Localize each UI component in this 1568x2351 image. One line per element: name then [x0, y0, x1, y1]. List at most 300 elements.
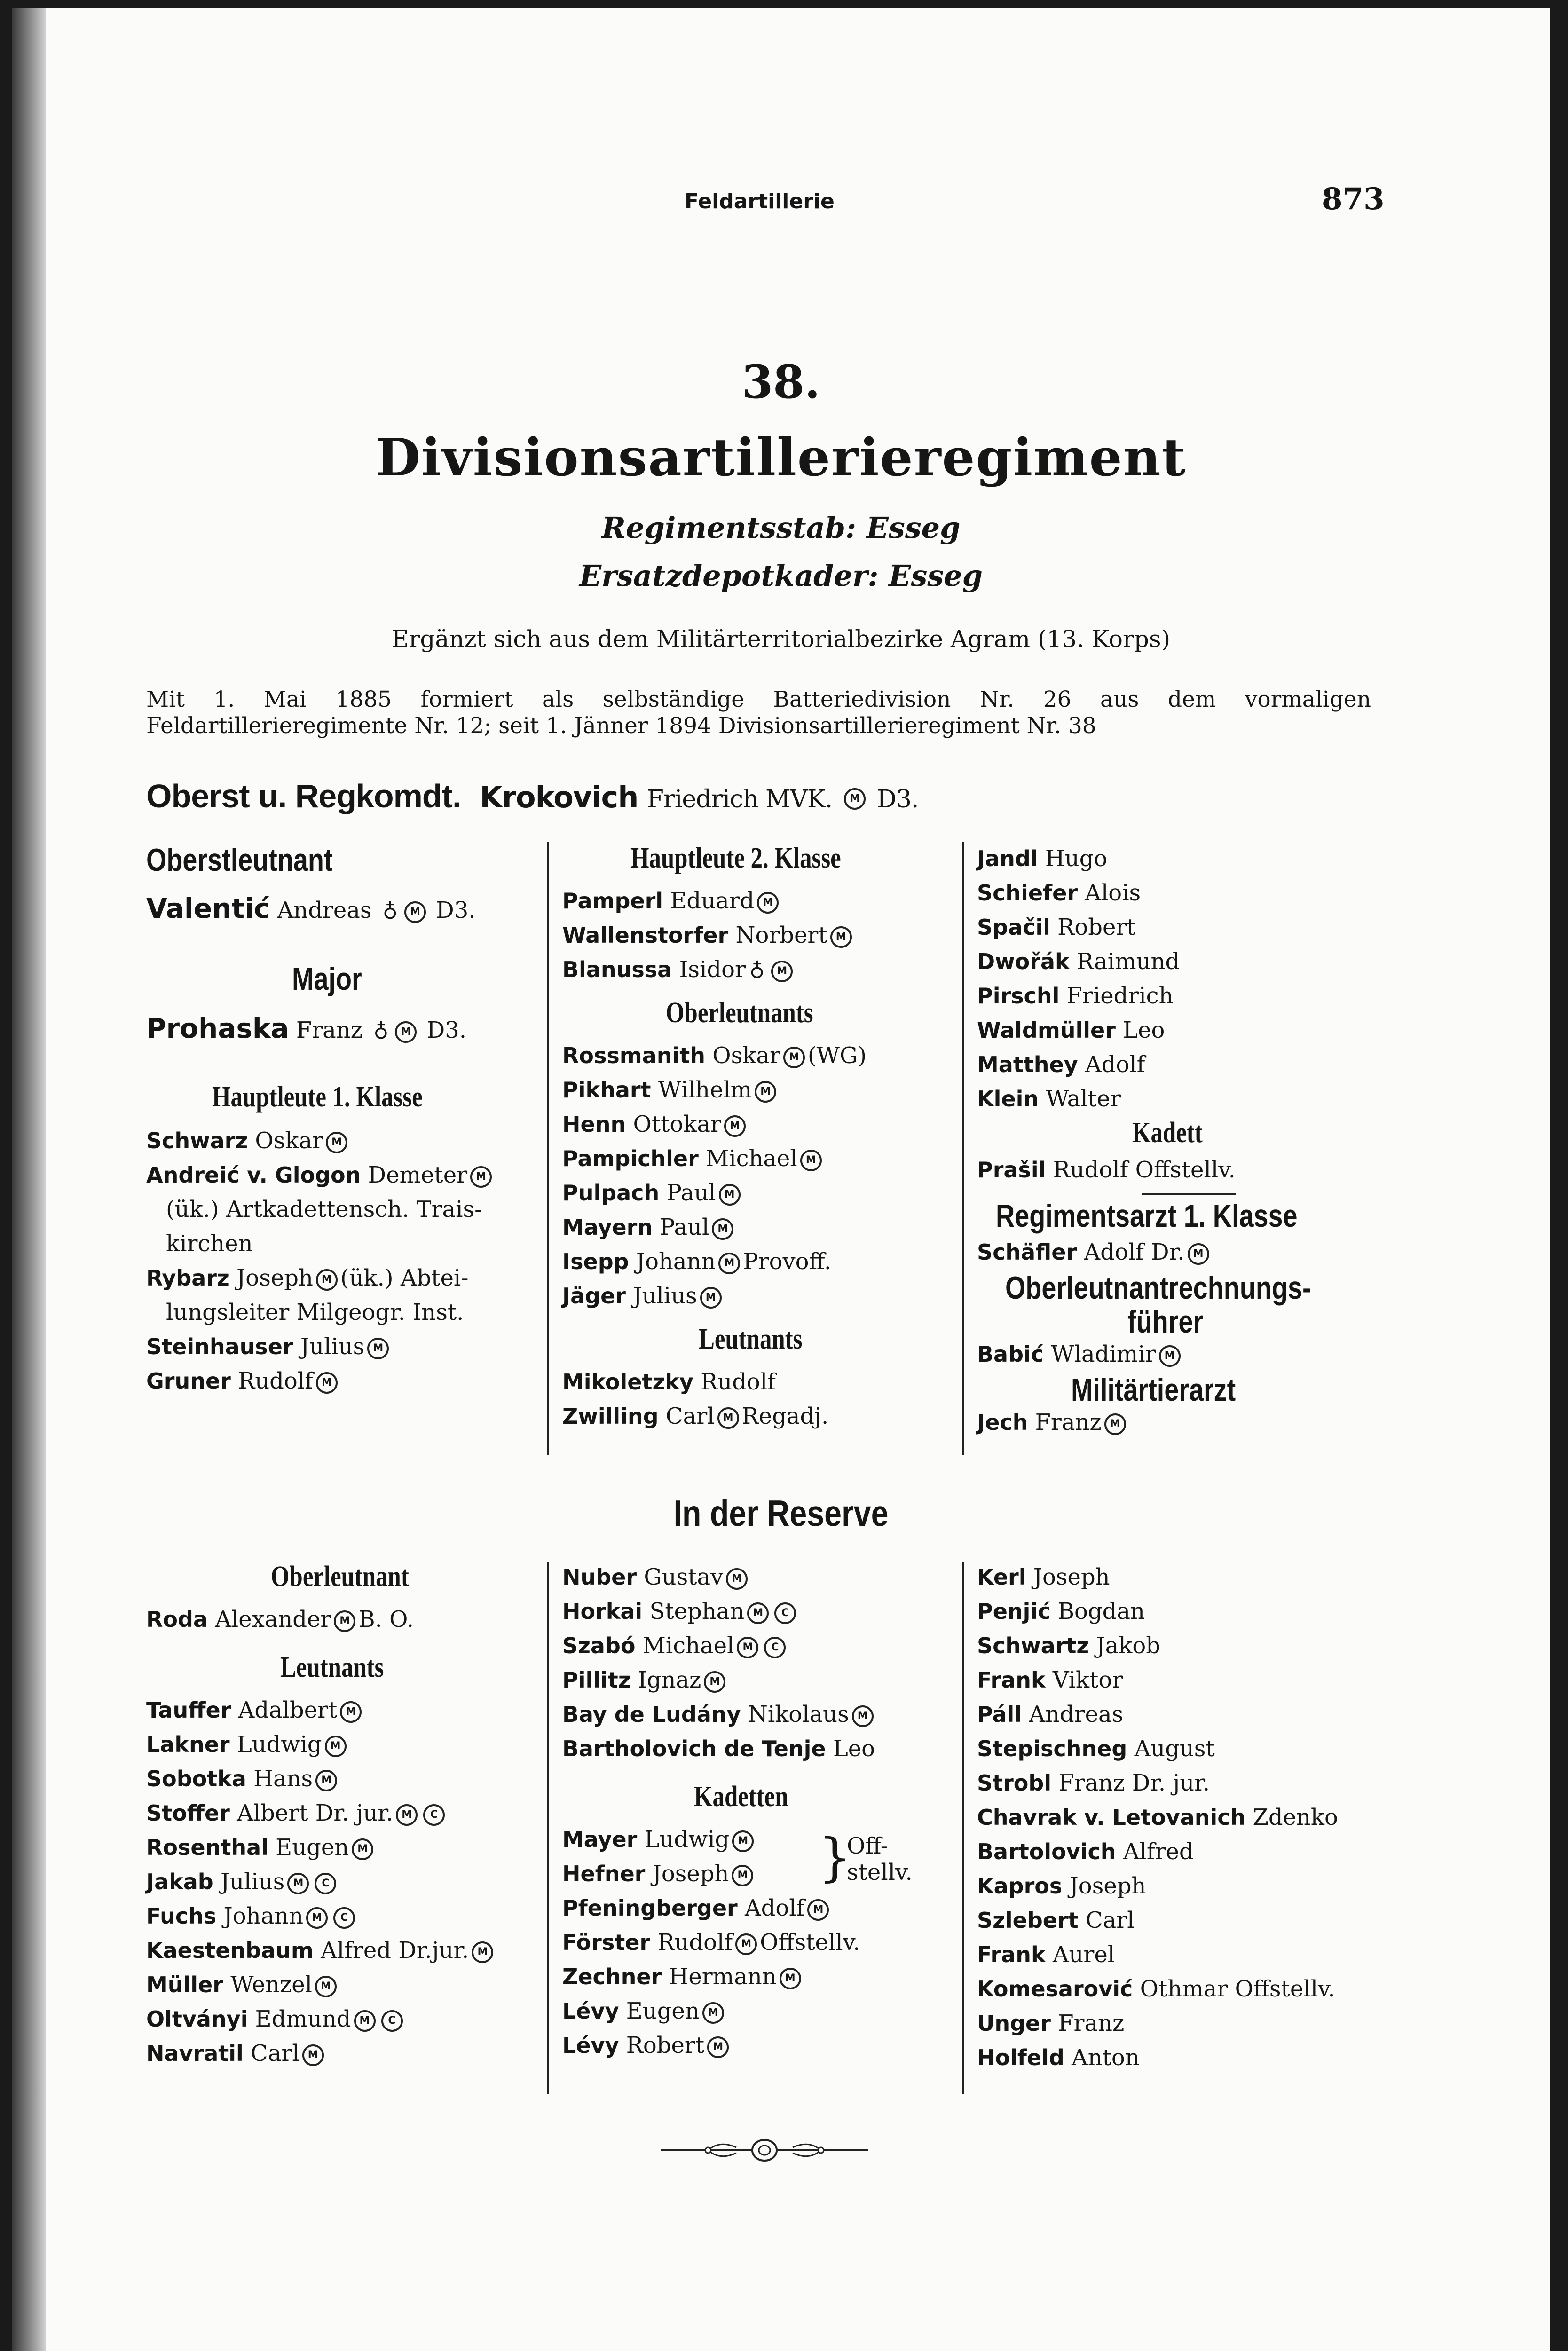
entry-text: Johann [636, 1248, 716, 1275]
surname: Pampichler [562, 1146, 699, 1171]
entry-text: Jakob [1096, 1633, 1160, 1659]
entry-text: Eugen [626, 1998, 700, 2024]
merit-badge-icon [747, 1602, 769, 1624]
list-item [977, 910, 1400, 945]
surname: Jech [977, 1410, 1028, 1435]
entry-text: August [1134, 1736, 1215, 1762]
list-item [146, 1364, 551, 1398]
list-item [562, 1279, 962, 1313]
surname: Zechner [562, 1964, 662, 1989]
entry-text: Friedrich [1066, 983, 1174, 1009]
reserve-oberleutnant-heading: Oberleutnant [271, 1561, 409, 1593]
reserve-col-2 [562, 1560, 962, 2063]
surname: Mikoletzky [562, 1369, 693, 1395]
entry-text: Wilhelm [658, 1077, 752, 1103]
c-badge-icon [315, 1873, 336, 1894]
merit-badge-icon [395, 1021, 417, 1043]
entry-text: Robert [626, 2032, 705, 2059]
list-item [977, 1405, 1400, 1440]
merit-badge-icon [800, 1150, 822, 1171]
entry-text: Othmar Offstellv. [1140, 1976, 1335, 2002]
list-item [977, 1663, 1400, 1697]
surname: Wallenstorfer [562, 923, 729, 948]
merit-badge-icon [334, 1610, 355, 1632]
merit-badge-icon [396, 1804, 418, 1826]
entry-text: Carl [1085, 1907, 1135, 1933]
entry-text: Julius [633, 1283, 697, 1309]
list-item [977, 1766, 1400, 1800]
list-item [146, 1796, 551, 1830]
depot-line: Ersatzdepotkader: Esseg [579, 559, 983, 593]
merit-badge-icon [783, 1047, 805, 1068]
list-item [146, 1865, 551, 1899]
list-item [562, 1399, 962, 1434]
merit-badge-icon [704, 1671, 725, 1693]
list-item [562, 1732, 962, 1766]
surname: Prohaska [146, 1012, 289, 1044]
commander-line [146, 777, 918, 815]
merit-badge-icon [354, 2010, 376, 2032]
list-item [977, 2006, 1400, 2041]
entry-text: D3. [426, 1017, 467, 1043]
merit-badge-icon [719, 1184, 741, 1206]
surname: Bartholovich de Tenje [562, 1736, 826, 1761]
surname: Fuchs [146, 1903, 217, 1929]
surname: Unger [977, 2011, 1051, 2036]
reserve-leutnants-heading: Leutnants [280, 1651, 384, 1683]
merit-badge-icon [712, 1218, 733, 1240]
surname: Bay de Ludány [562, 1702, 741, 1727]
surname: Lakner [146, 1732, 230, 1757]
surname: Schiefer [977, 880, 1078, 906]
entry-text: Stephan [649, 1598, 745, 1625]
surname: Andreić v. Glogon [146, 1162, 361, 1188]
surname: Matthey [977, 1052, 1078, 1077]
list-item [146, 1693, 551, 1728]
surname: Pulpach [562, 1180, 660, 1206]
list-item [977, 979, 1400, 1013]
surname: Sobotka [146, 1766, 246, 1791]
regimentsarzt-heading: Regimentsarzt 1. Klasse [996, 1198, 1298, 1234]
supplement-line: Ergänzt sich aus dem Militärterritorialbezirke Agram (13. Korps) [391, 625, 1171, 653]
entry-text: Rudolf [238, 1368, 313, 1394]
surname: Szabó [562, 1633, 636, 1658]
merit-badge-icon [717, 1407, 739, 1429]
reserve-col-1 [146, 1560, 551, 2071]
c-badge-icon [423, 1804, 445, 1826]
regiment-title: Divisionsartillerieregiment [375, 427, 1187, 488]
list-item [977, 2041, 1400, 2075]
entry-text: Wenzel [230, 1972, 313, 1998]
entry-text: Carl [251, 2040, 299, 2067]
entry-text: Offstellv. [760, 1929, 860, 1956]
surname: Stoffer [146, 1800, 230, 1826]
surname: Pikhart [562, 1077, 651, 1103]
merit-badge-icon [1104, 1413, 1126, 1435]
entry-text: Adolf [1085, 1051, 1145, 1078]
list-item-continuation: lungsleiter Milgeogr. Inst. [166, 1299, 464, 1325]
entry-text: Joseph [236, 1265, 313, 1291]
merit-badge-icon [702, 2002, 724, 2024]
list-item [562, 884, 962, 918]
commander-rest: Friedrich MVK. [646, 785, 833, 813]
list-item [562, 2028, 962, 2063]
list-item [146, 1261, 551, 1295]
entry-text: Andreas [277, 897, 372, 923]
surname: Stepischneg [977, 1736, 1127, 1761]
merit-badge-icon [755, 1081, 776, 1103]
rechnungsfuehrer-heading-2: führer [1127, 1304, 1204, 1340]
entry-text: Franz [1035, 1409, 1102, 1436]
list-item [977, 1869, 1400, 1903]
list-item [562, 1176, 962, 1210]
merit-badge-icon [732, 1865, 753, 1886]
list-item [977, 1235, 1400, 1270]
active-col-2 [562, 842, 962, 1434]
entry-text: Michael [706, 1145, 797, 1172]
entry-text: Wladimir [1051, 1341, 1156, 1367]
entry-text: Ignaz [638, 1667, 701, 1693]
entry-text: Ottokar [633, 1111, 721, 1137]
surname: Szlebert [977, 1908, 1079, 1933]
entry-text: Michael [642, 1633, 734, 1659]
entry-text: Adolf Dr. [1084, 1239, 1185, 1265]
merit-badge-icon [1188, 1243, 1209, 1265]
surname: Strobl [977, 1770, 1052, 1796]
merit-badge-icon [757, 892, 779, 914]
entry-text: Albert Dr. jur. [237, 1800, 394, 1826]
merit-badge-icon [470, 1166, 492, 1188]
surname: Pamperl [562, 888, 663, 914]
staff-line: Regimentsstab: Esseg [601, 511, 961, 545]
list-item [562, 918, 962, 953]
entry-text: Oskar [712, 1042, 780, 1069]
active-col-3 [977, 842, 1400, 1440]
surname: Lévy [562, 2033, 619, 2058]
entry-text: Julius [300, 1333, 365, 1360]
entry-text: Johann [223, 1903, 304, 1929]
entry-text: (WG) [807, 1042, 867, 1069]
right-brace-icon: } [819, 1827, 851, 1887]
entry-text: Edmund [255, 2006, 351, 2032]
surname: Kapros [977, 1873, 1063, 1899]
entry-text: Aurel [1052, 1941, 1115, 1968]
entry-text: D3. [436, 897, 476, 923]
list-item [977, 1082, 1400, 1116]
list-item [146, 1012, 551, 1048]
entry-text: Eugen [276, 1834, 349, 1861]
entry-text: Alfred Dr.jur. [321, 1937, 469, 1964]
list-item [146, 1124, 551, 1158]
list-item [562, 1365, 962, 1399]
merit-badge-icon [340, 1701, 362, 1723]
entry-text: (ük.) Abtei- [340, 1265, 469, 1291]
surname: Klein [977, 1086, 1039, 1112]
surname: Jäger [562, 1283, 626, 1309]
surname: Jakab [146, 1869, 213, 1894]
surname: Mayer [562, 1827, 638, 1852]
list-item [977, 1048, 1400, 1082]
regiment-number: 38. [741, 355, 820, 409]
list-item [146, 1933, 551, 1968]
merit-badge-icon [724, 1115, 746, 1137]
list-item [562, 1663, 962, 1697]
entry-text: Rudolf [701, 1369, 776, 1395]
surname: Chavrak v. Letovanich [977, 1805, 1246, 1830]
entry-text: Nikolaus [748, 1701, 849, 1728]
surname: Navratil [146, 2041, 244, 2066]
surname: Pfeningberger [562, 1895, 738, 1921]
list-item [977, 1560, 1400, 1594]
active-col-1 [146, 842, 551, 1398]
merit-badge-icon [472, 1941, 493, 1963]
list-item [977, 1972, 1400, 2006]
commander-surname: Krokovich [480, 780, 638, 814]
leutnants-heading: Leutnants [699, 1323, 803, 1355]
major-heading: Major [292, 961, 362, 997]
entry-text: Adalbert [238, 1697, 338, 1723]
surname: Pirschl [977, 983, 1060, 1009]
entry-text: Franz Dr. jur. [1058, 1770, 1210, 1796]
list-item [146, 2002, 551, 2036]
surname: Rossmanith [562, 1043, 706, 1068]
kadetten-brace-group [562, 1822, 962, 1891]
entry-text: Alexander [215, 1606, 331, 1633]
surname: Müller [146, 1972, 223, 1997]
document-page [12, 8, 1550, 2351]
surname: Oltványi [146, 2006, 248, 2032]
commander-rank: Oberst u. Regkomdt. [146, 778, 461, 814]
commander-decor: D3. [877, 785, 919, 813]
list-item [562, 1697, 962, 1732]
list-item [562, 1107, 962, 1142]
list-item [562, 1594, 962, 1629]
end-ornament-icon [661, 2131, 868, 2169]
list-item [146, 1899, 551, 1933]
surname: Schwartz [977, 1633, 1089, 1658]
list-item [146, 892, 551, 928]
entry-text: Regadj. [741, 1403, 829, 1429]
surname: Prašil [977, 1157, 1046, 1183]
list-item [977, 945, 1400, 979]
list-item [146, 2036, 551, 2071]
list-item [977, 1629, 1400, 1663]
list-item [977, 1013, 1400, 1048]
list-item [977, 1153, 1400, 1187]
surname: Horkai [562, 1599, 643, 1624]
merit-badge-icon [844, 788, 866, 810]
list-item [562, 1039, 962, 1073]
merit-badge-icon [735, 1933, 757, 1955]
running-head-title: Feldartillerie [685, 189, 835, 213]
entry-text: Hans [253, 1766, 313, 1792]
entry-text: Isidor [679, 956, 746, 983]
surname: Bartolovich [977, 1839, 1116, 1864]
list-item [562, 1994, 962, 2028]
list-item [977, 842, 1400, 876]
surname: Jandl [977, 846, 1038, 871]
oberstleutnant-heading: Oberstleutnant [146, 842, 333, 878]
kadett-heading: Kadett [1132, 1117, 1203, 1149]
list-item [977, 1732, 1400, 1766]
entry-text: Alois [1085, 880, 1141, 906]
list-item-continuation: (ük.) Artkadettensch. Trais- [166, 1196, 482, 1223]
entry-text: Raimund [1076, 948, 1180, 975]
entry-text: Joseph [1069, 1873, 1146, 1899]
list-item [562, 1629, 962, 1663]
entry-text: Anton [1072, 2044, 1140, 2071]
c-badge-icon [774, 1602, 796, 1624]
merit-badge-icon [852, 1705, 874, 1727]
merit-badge-icon [707, 2036, 729, 2058]
surname: Dwořák [977, 949, 1070, 974]
c-badge-icon [381, 2010, 403, 2032]
hauptleute-2-heading: Hauptleute 2. Klasse [630, 842, 841, 874]
kadetten-heading: Kadetten [694, 1781, 788, 1813]
entry-text: Franz [1058, 2010, 1125, 2036]
entry-text: Andreas [1029, 1701, 1124, 1728]
surname: Gruner [146, 1368, 231, 1394]
surname: Förster [562, 1930, 651, 1955]
surname: Holfeld [977, 2045, 1064, 2070]
list-item [146, 1602, 551, 1637]
merit-badge-icon [718, 1253, 740, 1274]
merit-badge-icon [830, 926, 852, 948]
surname: Schwarz [146, 1128, 248, 1153]
entry-text: Franz [296, 1017, 362, 1043]
history-paragraph: Mit 1. Mai 1885 formiert als selbständige Batteriedivision Nr. 26 aus dem vormaligen Feldartillerieregimente Nr. 12; seit 1. Jänner 1894 Divisionsartillerieregiment Nr. 38 [146, 686, 1371, 739]
merit-badge-icon [316, 1269, 338, 1291]
brace-note-line: stellv. [847, 1859, 913, 1886]
list-item [977, 1903, 1400, 1938]
merit-badge-icon [771, 961, 793, 982]
merit-badge-icon [325, 1736, 347, 1757]
list-item [977, 1697, 1400, 1732]
merit-badge-icon [287, 1873, 309, 1894]
merit-badge-icon [315, 1770, 337, 1791]
surname: Kerl [977, 1564, 1026, 1590]
rechnungsfuehrer-heading-1: Oberleutnantrechnungs- [1005, 1270, 1311, 1306]
reserve-heading: In der Reserve [673, 1492, 889, 1534]
short-rule [1142, 1193, 1236, 1195]
merit-badge-icon [404, 901, 426, 923]
c-badge-icon [333, 1907, 355, 1929]
list-item [562, 953, 962, 987]
entry-text: Ludwig [236, 1731, 322, 1758]
surname: Nuber [562, 1564, 637, 1590]
list-item [146, 1158, 551, 1192]
entry-text: Joseph [652, 1861, 729, 1887]
surname: Babić [977, 1341, 1044, 1367]
list-item [562, 1960, 962, 1994]
entry-text: Zdenko [1253, 1804, 1338, 1830]
list-item [977, 876, 1400, 910]
list-item [146, 1330, 551, 1364]
surname: Henn [562, 1112, 626, 1137]
surname: Mayern [562, 1215, 653, 1240]
page-number: 873 [1322, 181, 1385, 217]
surname: Lévy [562, 1998, 619, 2024]
merit-badge-icon [700, 1287, 722, 1309]
c-badge-icon [764, 1637, 786, 1658]
list-item [562, 1245, 962, 1279]
entry-text: Bogdan [1057, 1598, 1145, 1625]
list-item [977, 1800, 1400, 1835]
surname: Zwilling [562, 1404, 659, 1429]
military-cross-icon: ♁ [382, 900, 398, 924]
list-item-continuation: kirchen [166, 1231, 253, 1257]
column-divider [962, 842, 964, 1455]
entry-text: Leo [1123, 1017, 1165, 1043]
list-item [146, 1968, 551, 2002]
list-item [146, 1728, 551, 1762]
merit-badge-icon [732, 1830, 754, 1852]
merit-badge-icon [326, 1132, 347, 1153]
list-item [562, 1925, 962, 1960]
surname: Frank [977, 1942, 1046, 1967]
surname: Waldmüller [977, 1018, 1116, 1043]
entry-text: Demeter [368, 1162, 468, 1188]
entry-text: Robert [1057, 914, 1136, 940]
list-item [562, 1560, 962, 1594]
list-item [562, 1891, 962, 1925]
entry-text: Julius [220, 1869, 285, 1895]
entry-text: Adolf [745, 1895, 805, 1921]
merit-badge-icon [726, 1568, 748, 1590]
merit-badge-icon [352, 1838, 373, 1860]
list-item [977, 1835, 1400, 1869]
entry-text: Alfred [1123, 1838, 1194, 1865]
entry-text: Joseph [1033, 1564, 1110, 1590]
entry-text: Viktor [1052, 1667, 1123, 1693]
entry-text: Rudolf Offstellv. [1053, 1157, 1236, 1183]
hauptleute-1-heading: Hauptleute 1. Klasse [212, 1081, 423, 1113]
merit-badge-icon [1159, 1345, 1181, 1367]
surname: Spačil [977, 915, 1050, 940]
brace-note-line: Off- [847, 1833, 888, 1859]
surname: Páll [977, 1702, 1022, 1727]
list-item [146, 1762, 551, 1796]
entry-text: Rudolf [657, 1929, 733, 1956]
entry-text: Eduard [670, 888, 755, 914]
surname: Penjić [977, 1599, 1051, 1624]
entry-text: Oskar [255, 1128, 323, 1154]
surname: Kaestenbaum [146, 1938, 314, 1963]
reserve-col-3 [977, 1560, 1400, 2075]
surname: Frank [977, 1667, 1046, 1693]
entry-text: Walter [1046, 1086, 1121, 1112]
brace-note [847, 1833, 913, 1886]
surname: Valentić [146, 892, 270, 924]
surname: Hefner [562, 1861, 646, 1886]
military-cross-icon: ♁ [749, 959, 765, 983]
surname: Roda [146, 1607, 208, 1632]
list-item [562, 1210, 962, 1245]
merit-badge-icon [807, 1899, 829, 1921]
entry-text: Paul [666, 1180, 716, 1206]
list-item [562, 1073, 962, 1107]
entry-text: Ludwig [644, 1826, 730, 1853]
militaertierarzt-heading: Militärtierarzt [1071, 1372, 1236, 1408]
merit-badge-icon [316, 1372, 338, 1394]
military-cross-icon: ♁ [373, 1020, 389, 1044]
merit-badge-icon [302, 2044, 324, 2066]
surname: Rosenthal [146, 1835, 268, 1860]
list-item [562, 1142, 962, 1176]
entry-text: Norbert [735, 922, 827, 948]
surname: Steinhauser [146, 1334, 293, 1359]
oberleutnants-heading: Oberleutnants [666, 997, 813, 1029]
